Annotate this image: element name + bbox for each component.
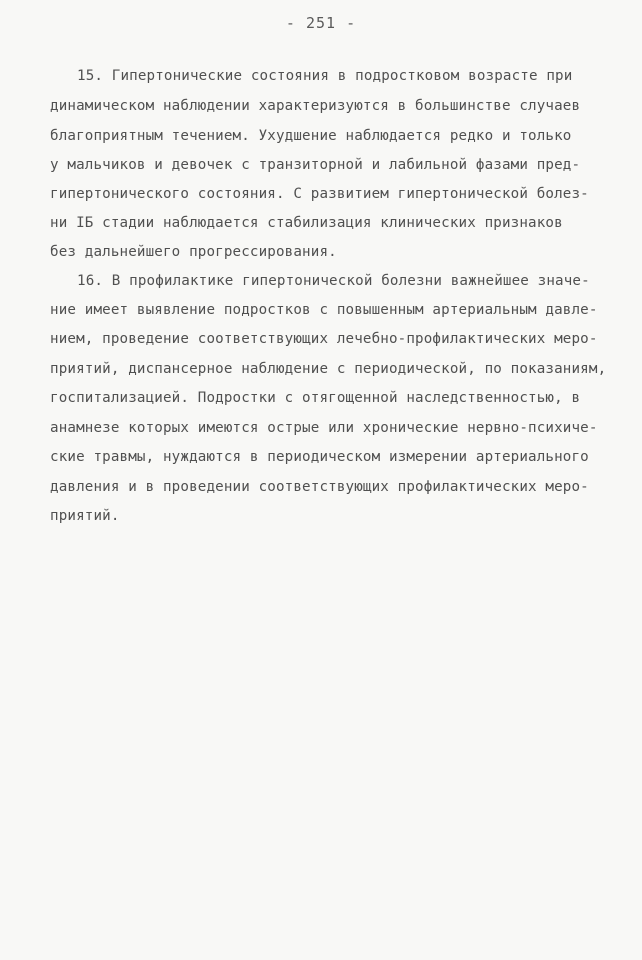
text-line: анамнезе которых имеются острые или хронические нервно-психиче-: [50, 420, 598, 436]
text-line: приятий.: [50, 508, 120, 524]
text-line: гипертонического состояния. С развитием гипертонической болез-: [50, 186, 589, 202]
text-line: давления и в проведении соответствующих профилактических меро-: [50, 479, 589, 495]
text-line: 16. В профилактике гипертонической болезни важнейшее значе-: [77, 273, 590, 289]
page-number: - 251 -: [285, 14, 357, 32]
text-line: ние имеет выявление подростков с повышенным артериальным давле-: [50, 302, 598, 318]
text-line: динамическом наблюдении характеризуются в большинстве случаев: [50, 98, 581, 114]
text-line: приятий, диспансерное наблюдение с периодической, по показаниям,: [50, 361, 607, 377]
text-line: нием, проведение соответствующих лечебно-профилактических меро-: [50, 331, 598, 347]
text-line: 15. Гипертонические состояния в подростковом возрасте при: [77, 68, 573, 84]
text-line: ни IБ стадии наблюдается стабилизация клинических признаков: [50, 215, 563, 231]
text-line: ские травмы, нуждаются в периодическом измерении артериального: [50, 449, 589, 465]
text-line: госпитализацией. Подростки с отягощенной наследственностью, в: [50, 390, 581, 406]
text-line: благоприятным течением. Ухудшение наблюдается редко и только: [50, 128, 572, 144]
text-line: без дальнейшего прогрессирования.: [50, 244, 337, 260]
text-line: у мальчиков и девочек с транзиторной и лабильной фазами пред-: [50, 157, 581, 173]
